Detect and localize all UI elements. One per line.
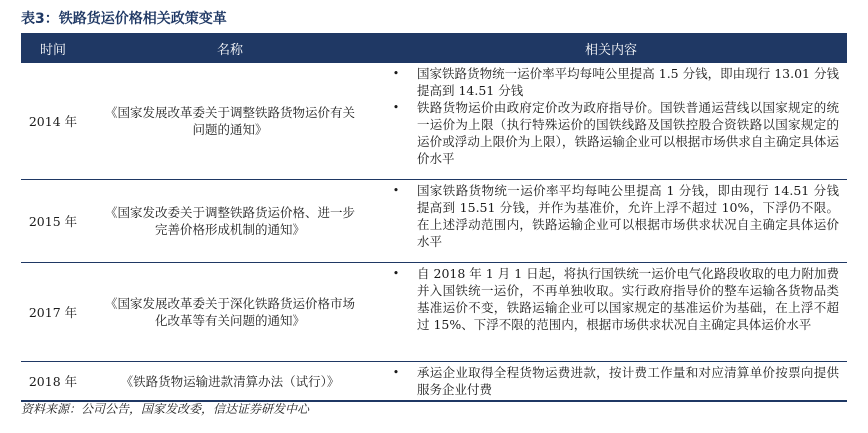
bullet-text: 自 2018 年 1 月 1 日起，将执行国铁统一运价电气化路段收取的电力附加费并入国铁统一运价，不再单独收取。实行政府指导价的整车运输各货物品类基准运价不变，铁路运输企业可以国家规定的基准运价为基础，在上浮不超过 15%、下浮不限的范围内，根据市场供求状况自主确定具体运价水平: [417, 266, 839, 332]
row-year: 2017 年: [28, 304, 78, 320]
bullet-text: 国家铁路货物统一运价率平均每吨公里提高 1.5 分钱，即由现行 13.01 分钱提高到 14.51 分钱: [417, 66, 839, 98]
bullet-icon: •: [392, 366, 400, 379]
row-name: 《国家发展改革委关于调整铁路货物运价有关问题的通知》: [104, 105, 355, 137]
row-year: 2018 年: [28, 373, 78, 389]
header-time: 时间: [39, 42, 66, 58]
row-name: 《国家发改委关于调整铁路货运价格、进一步完善价格形成机制的通知》: [104, 205, 355, 237]
policy-table: [21, 33, 847, 402]
table-row: [21, 63, 847, 180]
bullet-icon: •: [392, 101, 400, 114]
table-row: [21, 362, 847, 402]
table-row: [21, 263, 847, 362]
bullet-item: [375, 364, 839, 398]
row-name: 《铁路货物运输进款清算办法（试行）》: [120, 373, 340, 389]
header-name: 名称: [216, 42, 243, 58]
bullet-icon: •: [392, 67, 400, 80]
bullet-icon: •: [392, 267, 400, 280]
bullet-icon: •: [392, 184, 400, 197]
row-content: [375, 180, 847, 262]
row-content: [375, 263, 847, 361]
bullet-item: [375, 65, 839, 99]
bullet-item: [375, 265, 839, 333]
bullet-text: 承运企业取得全程货物运费进款，按计费工作量和对应清算单价按票向提供服务企业付费: [417, 365, 839, 397]
table-title: 表3：铁路货运价格相关政策变革: [21, 11, 227, 27]
header-content: 相关内容: [584, 42, 637, 58]
bullet-text: 铁路货物运价由政府定价改为政府指导价。国铁普通运营线以国家规定的统一运价为上限（执行特殊运价的国铁线路及国铁控股合资铁路以国家规定的运价或浮动上限价为上限），铁路运输企业可以根据市场供求自主确定具体运价水平: [417, 100, 839, 166]
row-year: 2014 年: [28, 113, 78, 129]
row-content: [375, 63, 847, 179]
bullet-item: [375, 182, 839, 250]
source-note: 资料来源：公司公告，国家发改委，信达证券研发中心: [21, 402, 310, 416]
row-content: [375, 362, 847, 400]
table-header: [21, 33, 847, 63]
row-name: 《国家发展改革委关于深化铁路货运价格市场化改革等有关问题的通知》: [104, 296, 355, 328]
bullet-text: 国家铁路货物统一运价率平均每吨公里提高 1 分钱，即由现行 14.51 分钱提高到 15.51 分钱，并作为基准价，允许上浮不超过 10%，下浮仍不限。在上述浮动范围内，铁路运输企业可以根据市场供求状况自主确定具体运价水平: [417, 183, 839, 249]
bullet-item: [375, 99, 839, 167]
table-row: [21, 180, 847, 263]
row-year: 2015 年: [28, 213, 78, 229]
